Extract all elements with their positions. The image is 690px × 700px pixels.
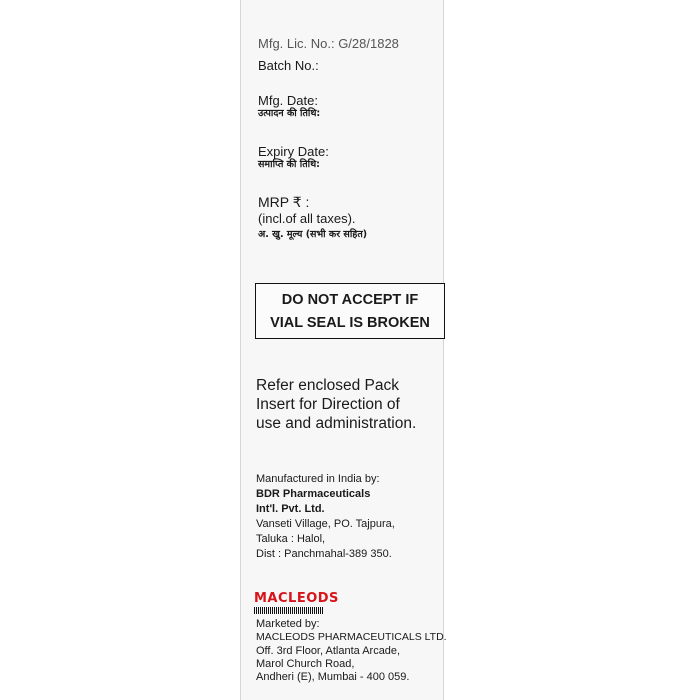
warning-line-1: DO NOT ACCEPT IF (281, 292, 419, 308)
marketer-address-line-2: Marol Church Road, (256, 658, 355, 670)
mfg-license-number: Mfg. Lic. No.: G/28/1828 (258, 36, 399, 51)
mrp-tax-note: (incl.of all taxes). (258, 211, 356, 226)
mfg-date-label: Mfg. Date: (258, 93, 318, 108)
manufacturer-address-line-3: Dist : Panchmahal-389 350. (256, 548, 392, 560)
mfg-date-label-hindi: उत्पादन की तिथि: (258, 108, 321, 119)
manufacturer-name-line-2: Int'l. Pvt. Ltd. (256, 503, 325, 515)
manufacturer-address-line-2: Taluka : Halol, (256, 533, 326, 545)
macleods-logo-stripes (254, 607, 324, 614)
batch-number-label: Batch No.: (258, 58, 319, 73)
refer-insert-line-3: use and administration. (256, 415, 417, 432)
manufactured-by-heading: Manufactured in India by: (256, 473, 380, 485)
marketer-address-line-1: Off. 3rd Floor, Atlanta Arcade, (256, 645, 401, 657)
marketed-by-heading: Marketed by: (256, 618, 320, 630)
refer-insert-line-2: Insert for Direction of (256, 396, 400, 413)
macleods-logo: MACLEODS (254, 591, 339, 606)
expiry-date-label-hindi: समाप्ति की तिथि: (258, 159, 320, 170)
mrp-label: MRP ₹ : (258, 194, 310, 210)
marketer-name: MACLEODS PHARMACEUTICALS LTD. (256, 631, 447, 643)
warning-line-2: VIAL SEAL IS BROKEN (270, 315, 430, 331)
manufacturer-name-line-1: BDR Pharmaceuticals (256, 488, 371, 500)
expiry-date-label: Expiry Date: (258, 144, 329, 159)
mrp-label-hindi: अ. खु. मूल्य (सभी कर सहित) (258, 229, 368, 240)
manufacturer-address-line-1: Vanseti Village, PO. Tajpura, (256, 518, 395, 530)
refer-insert-line-1: Refer enclosed Pack (256, 377, 400, 394)
seal-warning-box (255, 283, 445, 339)
marketer-address-line-3: Andheri (E), Mumbai - 400 059. (256, 671, 410, 683)
